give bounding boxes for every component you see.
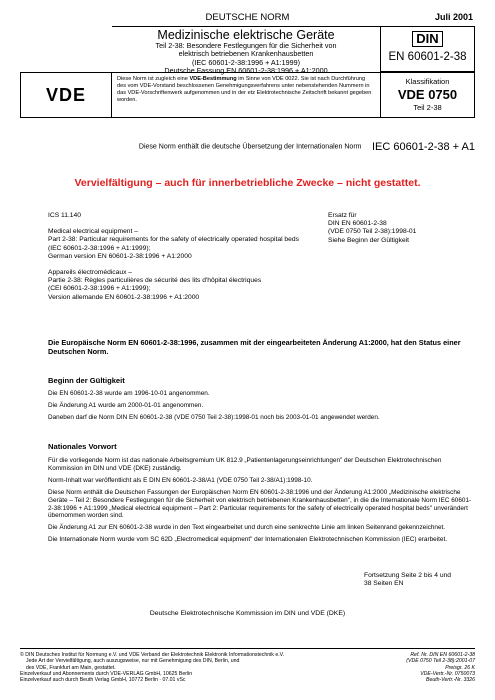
meta-block <box>48 212 308 310</box>
din-number: EN 60601-2-38 <box>388 51 467 63</box>
document-title: Medizinische elektrische Geräte <box>157 28 335 42</box>
paragraph: Daneben darf die Norm DIN EN 60601-2-38 (VDE 0750 Teil 2-38):1998-01 noch bis 2003-01-01 angewendet werden. <box>48 413 380 421</box>
vde-notice <box>112 72 380 118</box>
paragraph: Diese Norm enthält die Deutschen Fassungen der Europäischen Norm EN 60601-2-38:1996 und der Änderung A1:2000 „Medizinische elektrische Geräte – Teil 2: Besondere Festlegungen für die Sicherheit von elektrisch betriebenen Krankenhausbetten", in die die Internationale Norm IEC 60601-2-38:1996 + A1:1999 „Medical electrical equipment – Part 2: Particular requirements for the safety of electrically operated hospital beds" unverändert übernommen worden sind. <box>48 488 472 520</box>
continuation-note: Fortsetzung Seite 2 bis 4 und 38 Seiten EN <box>364 572 451 588</box>
section-heading: Nationales Vorwort <box>48 442 117 451</box>
vorwort-paragraphs <box>48 457 476 548</box>
vde-logo-box <box>20 72 112 118</box>
paragraph: Norm-Inhalt war veröffentlicht als E DIN EN 60601-2-38/A1 (VDE 0750 Teil 2-38/A1):1998-10. <box>48 476 313 484</box>
footer-copyright: © DIN Deutsches Institut für Normung e.V. und VDE Verband der Elektrotechnik Elektronik Informationstechnik e.V. Jede Art der Vervielfältigung, auch auszugsweise, nur mit Genehmigung des DIN, Berlin, und des VDE, Frankfurt am Main, gestattet. Einzelverkauf und Abonnements durch VDE-VERLAG GmbH, 10625 Berlin Einzelverkauf auch durch Beuth Verlag GmbH, 10772 Berlin · 07.01 vSc <box>20 652 285 684</box>
paragraph: Für die vorliegende Norm ist das nationale Arbeitsgremium UK 812.9 „Patientenlagerungseinrichtungen" der Deutschen Elektrotechnischen Kommission im DIN und VDE (DKE) zuständig. <box>48 457 442 472</box>
ics-code: ICS 11.140 <box>48 212 81 219</box>
paragraph: Die EN 60601-2-38 wurde am 1996-10-01 angenommen. <box>48 390 210 397</box>
paragraph: Die Änderung A1 wurde am 2000-01-01 angenommen. <box>48 401 204 409</box>
paragraph: Die Internationale Norm wurde vom SC 62D „Electromedical equipment" der Internationalen Elektrotechnischen Kommission (IEC) erarbeitet. <box>48 536 448 544</box>
din-logo: DIN <box>412 31 442 47</box>
footer-ref: Ref. Nr. DIN EN 60601-2-38 (VDE 0750 Teil 2-38):2001-07 Preisgr. 26 K VDE-Vertr.-Nr. 0750073 Beuth-Vertr.-Nr. 3326 <box>406 652 475 684</box>
klassifikation-box <box>380 72 475 118</box>
copy-warning: Vervielfältigung – auch für innerbetriebliche Zwecke – nicht gestattet. <box>74 177 421 189</box>
vde-logo: VDE <box>45 84 86 105</box>
iec-text: Diese Norm enthält die deutsche Übersetzung der Internationalen Norm <box>138 143 362 151</box>
header-row <box>20 12 475 26</box>
vde-notice-rest: im Sinne von VDE 0022. Sie ist nach Durchführung des vom VDE-Vorstand beschlossenen Genehmigungsverfahrens unter nebenstehenden Nummern in das VDE-Vorschriftenwerk aufgenommen und in der etz Elektrotechnische Zeitschrift bekannt gegeben worden. <box>117 76 372 103</box>
beginn-paragraphs <box>48 390 476 426</box>
commission-line: Deutsche Elektrotechnische Kommission im DIN und VDE (DKE) <box>149 610 346 617</box>
title-subline: Deutsche Fassung EN 60601-2-38:1996 + A1:2000 <box>164 66 328 76</box>
klassifikation-label: Klassifikation <box>405 77 450 86</box>
footer <box>20 648 475 684</box>
iec-line <box>20 138 475 156</box>
title-subline: elektrisch betriebenen Krankenhausbetten <box>178 49 314 59</box>
vde-notice-bold: VDE-Bestimmung <box>189 76 237 82</box>
english-title: Medical electrical equipment – Part 2-38: Particular requirements for the safety of electrically operated hospital beds (IEC 60601-2-38:1996 + A1:1999); German version EN 60601-2-38:1996 + A1:2000 <box>48 228 299 260</box>
iec-number: IEC 60601-2-38 + A1 <box>371 140 475 153</box>
klassifikation-value: VDE 0750 <box>397 87 458 102</box>
section-heading: Beginn der Gültigkeit <box>48 376 125 385</box>
publication-date: Juli 2001 <box>434 12 473 22</box>
vde-notice-prefix: Diese Norm ist zugleich eine <box>117 76 190 82</box>
title-box <box>112 26 380 76</box>
paragraph: Die Änderung A1 zur EN 60601-2-38 wurde in den Text eingearbeitet und durch eine senkrechte Linie am linken Seitenrand gekennzeichnet. <box>48 524 446 532</box>
title-subline: (IEC 60601-2-38:1996 + A1:1999) <box>191 57 301 67</box>
european-statement: Die Europäische Norm EN 60601-2-38:1996, zusammen mit der eingearbeiteten Änderung A1:2000, hat den Status einer Deutschen Norm. <box>48 338 461 357</box>
title-subline: Teil 2-38: Besondere Festlegungen für die Sicherheit von <box>155 41 337 50</box>
din-box <box>380 26 475 72</box>
replacement-info: Ersatz für DIN EN 60601-2-38 (VDE 0750 Teil 2-38):1998-01 Siehe Beginn der Gültigkeit <box>328 212 417 244</box>
french-title: Appareils électromédicaux – Partie 2-38: Règles particulières de sécurité des lits d'hôpital électriques (CEI 60601-2-38:1996 + A1:1999); Version allemande EN 60601-2-38:1996 + A1:2000 <box>48 269 262 301</box>
norm-label: DEUTSCHE NORM <box>205 12 290 23</box>
klassifikation-part: Teil 2-38 <box>413 103 442 112</box>
